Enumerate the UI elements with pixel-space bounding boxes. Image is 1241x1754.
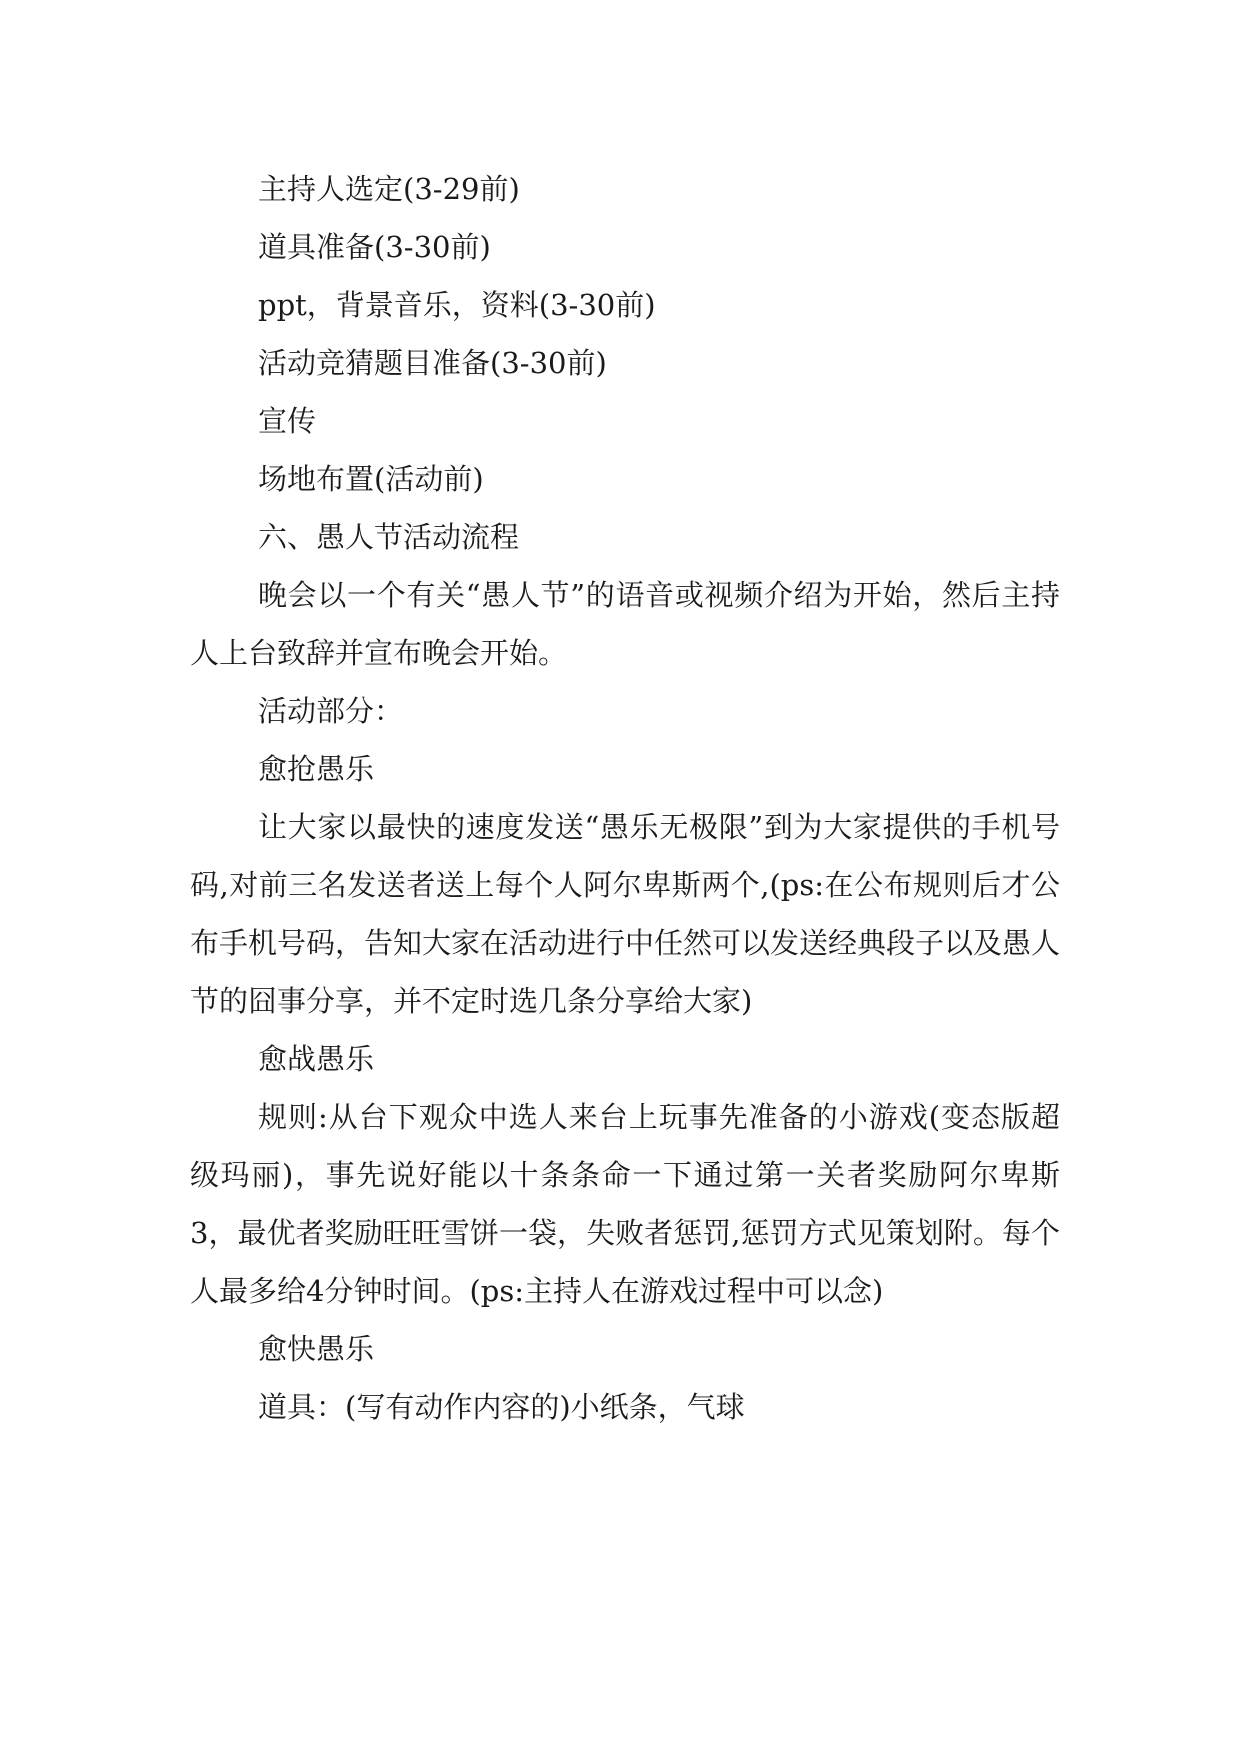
schedule-item-materials: ppt，背景音乐，资料(3-30前) [258, 288, 656, 322]
activity-2-rules: 规则:从台下观众中选人来台上玩事先准备的小游戏(变态版超级玛丽)，事先说好能以十条条命一下通过第一关者奖励阿尔卑斯3，最优者奖励旺旺雪饼一袋，失败者惩罚,惩罚方式见策划附。每个人最多给4分钟时间。(ps:主持人在游戏过程中可以念) [190, 1100, 1060, 1308]
activity-1-description: 让大家以最快的速度发送“愚乐无极限”到为大家提供的手机号码,对前三名发送者送上每个人阿尔卑斯两个,(ps:在公布规则后才公布手机号码，告知大家在活动进行中任然可以发送经典段子以及愚人节的囧事分享，并不定时选几条分享给大家) [190, 810, 1061, 1018]
intro-paragraph: 晚会以一个有关“愚人节”的语音或视频介绍为开始，然后主持人上台致辞并宣布晚会开始。 [190, 578, 1060, 670]
activity-1-title: 愈抢愚乐 [258, 752, 375, 786]
activity-2-title: 愈战愚乐 [258, 1042, 375, 1076]
schedule-item-promotion: 宣传 [258, 404, 317, 438]
schedule-item-venue: 场地布置(活动前) [258, 462, 484, 496]
activity-3-props: 道具：(写有动作内容的)小纸条，气球 [258, 1390, 745, 1424]
schedule-item-quiz: 活动竞猜题目准备(3-30前) [258, 346, 607, 380]
activity-section-label: 活动部分： [258, 694, 404, 728]
activity-3-title: 愈快愚乐 [258, 1332, 375, 1366]
schedule-item-props: 道具准备(3-30前) [258, 230, 491, 264]
schedule-item-host: 主持人选定(3-29前) [258, 172, 520, 206]
document-body [190, 160, 1060, 1436]
section-heading-process: 六、愚人节活动流程 [258, 520, 520, 554]
